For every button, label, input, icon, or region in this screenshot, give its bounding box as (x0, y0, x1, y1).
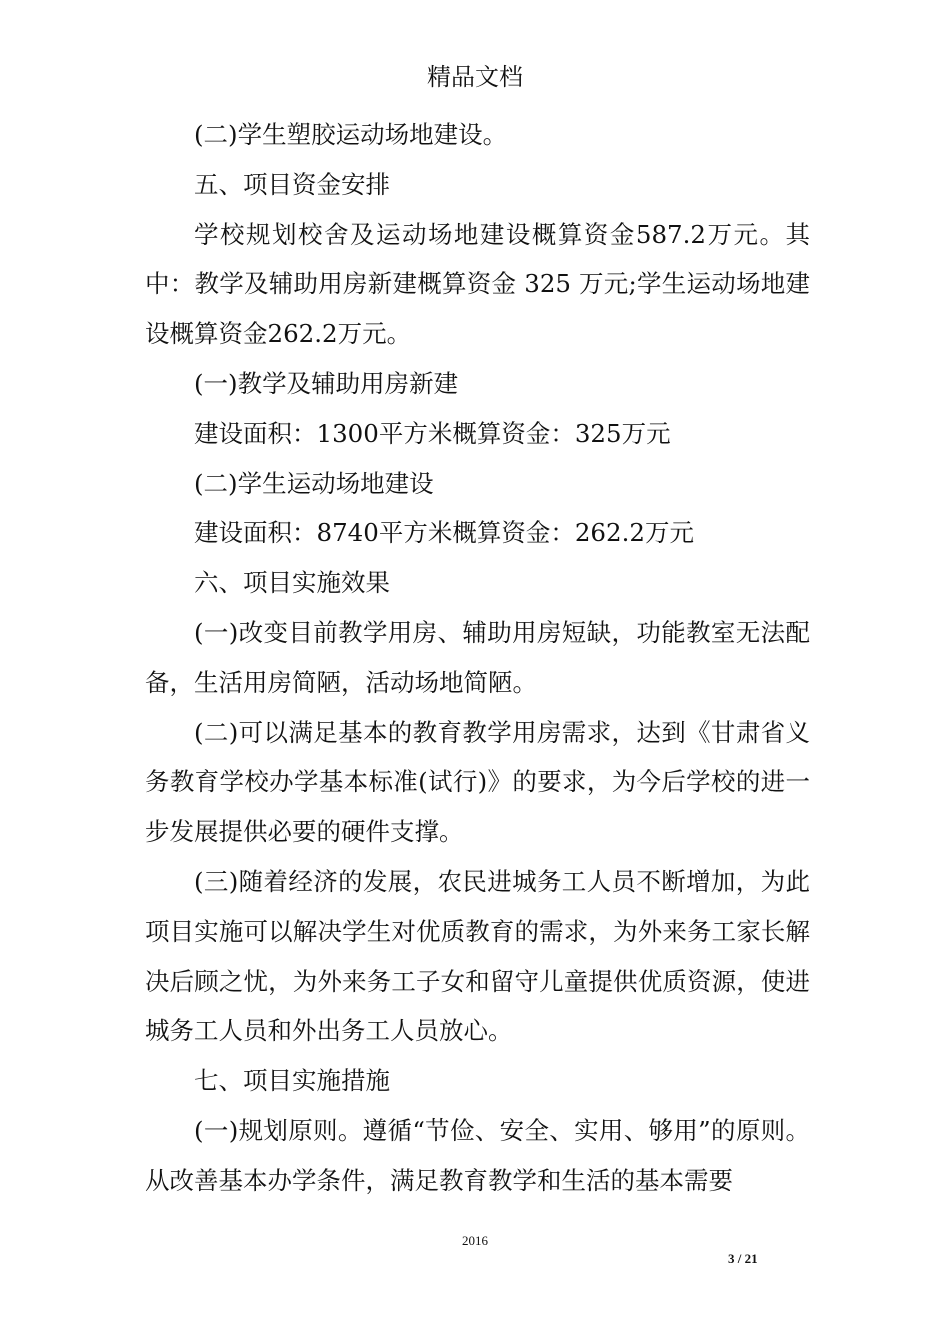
paragraph: (二)学生塑胶运动场地建设。 (194, 120, 508, 149)
paragraph: 建设面积：1300平方米概算资金：325万元 (194, 418, 671, 448)
paragraph: 学校规划校舍及运动场地建设概算资金587.2万元。其中：教学及辅助用房新建概算资金 325 万元;学生运动场地建设概算资金262.2万元。 (145, 219, 810, 349)
document-body (145, 110, 810, 1206)
paragraph: (一)规划原则。遵循“节俭、安全、实用、够用”的原则。从改善基本办学条件，满足教育教学和生活的基本需要 (145, 1115, 810, 1195)
paragraph: 建设面积：8740平方米概算资金：262.2万元 (194, 518, 694, 548)
paragraph: (三)随着经济的发展，农民进城务工人员不断增加，为此项目实施可以解决学生对优质教育的需求，为外来务工家长解决后顾之忧，为外来务工子女和留守儿童提供优质资源，使进城务工人员和外出务工人员放心。 (145, 866, 810, 1046)
page-header-title: 精品文档 (427, 63, 523, 91)
section-heading: 五、项目资金安排 (194, 169, 390, 199)
page-number: 3 / 21 (728, 1251, 758, 1266)
subsection-heading: (二)学生运动场地建设 (194, 468, 434, 498)
paragraph: (二)可以满足基本的教育教学用房需求，达到《甘肃省义务教育学校办学基本标准(试行)》的要求，为今后学校的进一步发展提供必要的硬件支撑。 (145, 717, 810, 847)
section-heading: 六、项目实施效果 (194, 568, 390, 598)
footer-year: 2016 (462, 1233, 488, 1248)
section-heading: 七、项目实施措施 (194, 1066, 390, 1096)
paragraph: (一)改变目前教学用房、辅助用房短缺，功能教室无法配备，生活用房简陋，活动场地简陋。 (145, 617, 810, 697)
subsection-heading: (一)教学及辅助用房新建 (194, 368, 459, 398)
